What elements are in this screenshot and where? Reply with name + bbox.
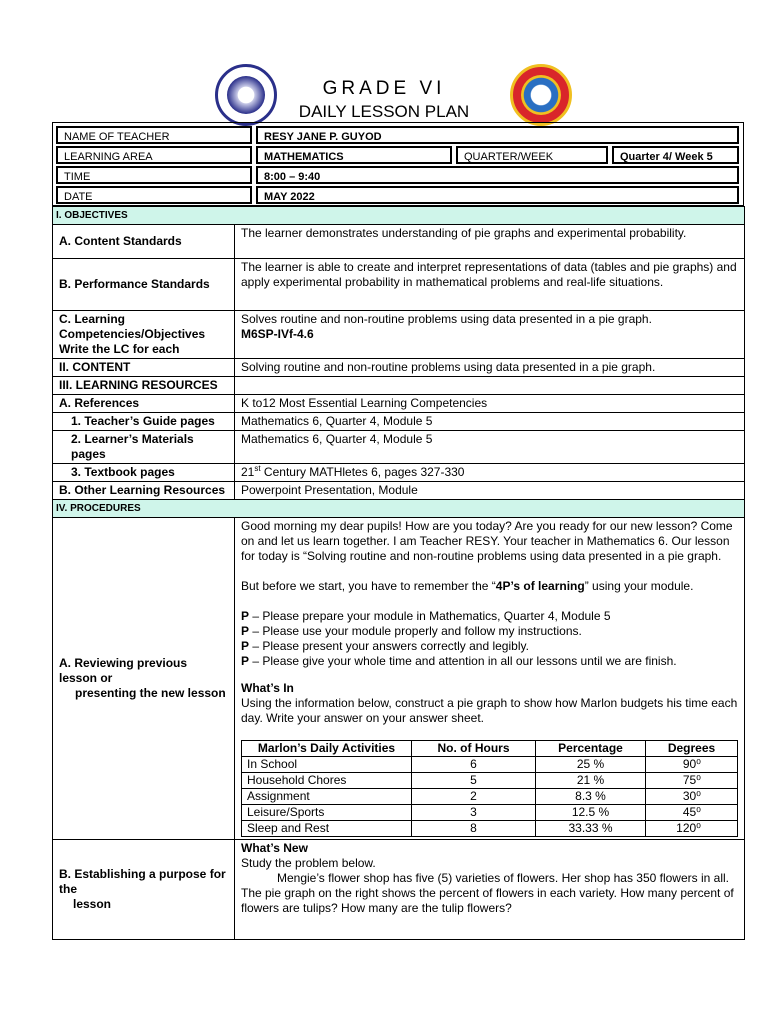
- purpose-label-line1: B. Establishing a purpose for the: [59, 867, 226, 896]
- purpose-cell: [235, 840, 745, 940]
- content-standards-label: A. Content Standards: [53, 225, 235, 259]
- reviewing-lesson-label: [53, 518, 235, 840]
- whats-new-heading: What’s New: [241, 841, 308, 855]
- page-title: GRADE VI: [322, 78, 446, 99]
- reviewing-lesson-cell: [235, 518, 745, 840]
- competencies-label-line2: Write the LC for each: [59, 342, 180, 356]
- cell-percentage: 21 %: [536, 773, 646, 789]
- purpose-label: [53, 840, 235, 940]
- teachers-guide-text: Mathematics 6, Quarter 4, Module 5: [235, 413, 745, 431]
- competency-code: M6SP-IVf-4.6: [241, 327, 314, 341]
- competencies-cell: [235, 311, 745, 359]
- table-row: [242, 805, 738, 821]
- competencies-text: Solves routine and non-routine problems using data presented in a pie graph.: [241, 312, 652, 326]
- cell-degrees: 90⁰: [646, 757, 738, 773]
- p-text: – Please present your answers correctly and legibly.: [249, 639, 529, 653]
- competencies-label-line1: C. Learning Competencies/Objectives: [59, 312, 206, 341]
- textbook-title: Century MATHletes 6, pages 327-330: [260, 465, 465, 479]
- textbook-number: 21: [241, 465, 255, 479]
- cell-hours: 6: [412, 757, 536, 773]
- quarter-value: Quarter 4/ Week 5: [612, 146, 739, 164]
- p-text: – Please use your module properly and follow my instructions.: [249, 624, 582, 638]
- teacher-label: NAME OF TEACHER: [56, 126, 252, 144]
- teacher-value: RESY JANE P. GUYOD: [256, 126, 739, 144]
- lesson-plan-table: [52, 206, 745, 940]
- cell-percentage: 33.33 %: [536, 821, 646, 837]
- section-procedures: [53, 500, 745, 518]
- cell-hours: 2: [412, 789, 536, 805]
- content-standards-text: The learner demonstrates understanding of pie graphs and experimental probability.: [235, 225, 745, 259]
- study-line: Study the problem below.: [241, 856, 376, 870]
- cell-activity: Leisure/Sports: [242, 805, 412, 821]
- textbook-ordinal: st: [254, 464, 261, 473]
- table-row: [242, 821, 738, 837]
- col-activity: Marlon’s Daily Activities: [242, 741, 412, 757]
- performance-standards-text: The learner is able to create and interpret representations of data (tables and pie graphs) and apply experimental probability in mathematical problems and real-life situations.: [235, 259, 745, 311]
- activities-header-row: [242, 741, 738, 757]
- section-objectives: [53, 207, 745, 225]
- resources-empty: [235, 377, 745, 395]
- date-label: DATE: [56, 186, 252, 204]
- p-letter: P: [241, 624, 250, 638]
- greeting-text: Good morning my dear pupils! How are you today? Are you ready for our new lesson? Come on and let us learn together. I am Teacher RESY. Your teacher in Mathematics 6. Our lesson for today is “Solving routine and non-routine problems using data presented in a pie graph.: [241, 519, 733, 563]
- col-percentage: Percentage: [536, 741, 646, 757]
- procedures-heading: IV. PROCEDURES: [53, 500, 745, 518]
- table-row: [242, 789, 738, 805]
- cell-percentage: 12.5 %: [536, 805, 646, 821]
- four-p-item-2: [241, 624, 738, 639]
- page-subtitle: DAILY LESSON PLAN: [298, 102, 470, 121]
- performance-standards-label: B. Performance Standards: [53, 259, 235, 311]
- cell-activity: Sleep and Rest: [242, 821, 412, 837]
- cell-activity: Household Chores: [242, 773, 412, 789]
- reviewing-label-line1: A. Reviewing previous lesson or: [59, 656, 188, 685]
- time-label: TIME: [56, 166, 252, 184]
- date-value: MAY 2022: [256, 186, 739, 204]
- references-text: K to12 Most Essential Learning Competencies: [235, 395, 745, 413]
- four-p-item-4: [241, 654, 738, 669]
- cell-degrees: 45⁰: [646, 805, 738, 821]
- purpose-label-line2: lesson: [73, 897, 112, 911]
- p-letter: P: [241, 654, 250, 668]
- quarter-label: QUARTER/WEEK: [456, 146, 608, 164]
- cell-activity: In School: [242, 757, 412, 773]
- teacher-info-block: [52, 122, 744, 206]
- content-heading: II. CONTENT: [53, 359, 235, 377]
- textbook-label: 3. Textbook pages: [53, 464, 235, 482]
- table-row: [242, 773, 738, 789]
- p-letter: P: [241, 609, 250, 623]
- area-value: MATHEMATICS: [256, 146, 452, 164]
- cell-degrees: 120⁰: [646, 821, 738, 837]
- time-value: 8:00 – 9:40: [256, 166, 739, 184]
- learners-materials-text: Mathematics 6, Quarter 4, Module 5: [235, 431, 745, 464]
- activities-table: [241, 740, 738, 837]
- other-resources-label: B. Other Learning Resources: [53, 482, 235, 500]
- four-p-item-3: [241, 639, 738, 654]
- remember-pre: But before we start, you have to remember the “: [241, 579, 496, 593]
- references-label: A. References: [53, 395, 235, 413]
- cell-degrees: 30⁰: [646, 789, 738, 805]
- cell-percentage: 25 %: [536, 757, 646, 773]
- cell-hours: 8: [412, 821, 536, 837]
- col-hours: No. of Hours: [412, 741, 536, 757]
- textbook-text: [235, 464, 745, 482]
- resources-heading: III. LEARNING RESOURCES: [53, 377, 235, 395]
- whats-in-heading: What’s In: [241, 681, 294, 695]
- p-text: – Please prepare your module in Mathematics, Quarter 4, Module 5: [249, 609, 611, 623]
- competencies-label: [53, 311, 235, 359]
- other-resources-text: Powerpoint Presentation, Module: [235, 482, 745, 500]
- cell-degrees: 75⁰: [646, 773, 738, 789]
- remember-line: [241, 579, 738, 594]
- p-letter: P: [241, 639, 250, 653]
- table-row: [242, 757, 738, 773]
- cell-hours: 5: [412, 773, 536, 789]
- area-label: LEARNING AREA: [56, 146, 252, 164]
- whats-in-text: Using the information below, construct a pie graph to show how Marlon budgets his time each day. Write your answer on your answer sheet.: [241, 696, 738, 725]
- problem-text: Mengie’s flower shop has five (5) varieties of flowers. Her shop has 350 flowers in all. The pie graph on the right shows the percent of flowers in each variety. How many percent of flowers are tulips? How many are the tulip flowers?: [241, 871, 734, 915]
- cell-percentage: 8.3 %: [536, 789, 646, 805]
- p-text: – Please give your whole time and attention in all our lessons until we are finish.: [249, 654, 677, 668]
- cell-hours: 3: [412, 805, 536, 821]
- reviewing-label-line2: presenting the new lesson: [75, 686, 226, 700]
- remember-post: ” using your module.: [584, 579, 694, 593]
- col-degrees: Degrees: [646, 741, 738, 757]
- teachers-guide-label: 1. Teacher’s Guide pages: [53, 413, 235, 431]
- content-text: Solving routine and non-routine problems using data presented in a pie graph.: [235, 359, 745, 377]
- learners-materials-label: 2. Learner’s Materials pages: [53, 431, 235, 464]
- cell-activity: Assignment: [242, 789, 412, 805]
- four-p-item-1: [241, 609, 738, 624]
- section-heading: I. OBJECTIVES: [53, 207, 745, 225]
- four-ps-of-learning: 4P’s of learning: [495, 579, 585, 593]
